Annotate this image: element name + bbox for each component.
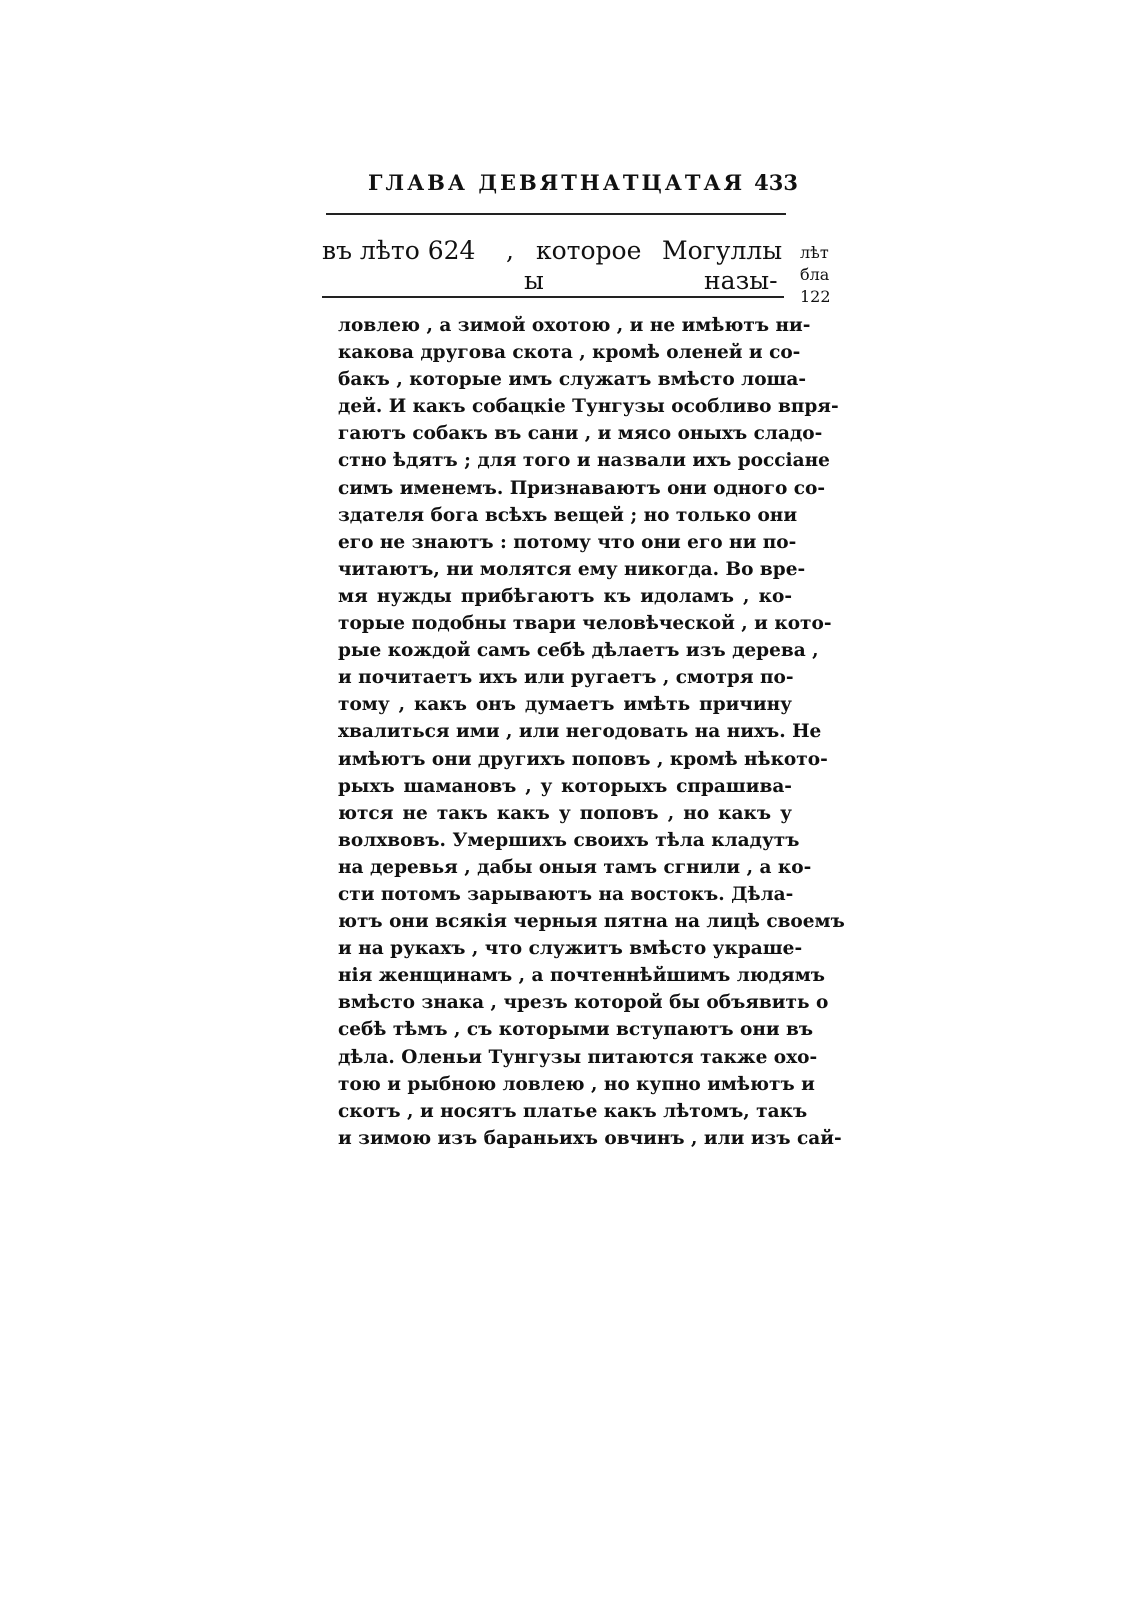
text-line: его не знаютъ : потому что они его ни по- bbox=[338, 531, 797, 553]
text-line: скотъ , и носятъ платье какъ лѣтомъ, такъ bbox=[338, 1100, 808, 1122]
text-line: здателя бога всѣхъ вещей ; но только они bbox=[338, 504, 798, 526]
text-line: нія женщинамъ , а почтеннѣйшимъ людямъ bbox=[338, 965, 825, 987]
text-line: ютъ они всякія черныя пятна на лицѣ своемъ bbox=[338, 911, 845, 933]
text-line: какова другова скота , кромѣ оленей и со- bbox=[338, 342, 801, 364]
text-line: ются не такъ какъ у поповъ , но какъ у bbox=[338, 802, 792, 824]
header-rule bbox=[326, 213, 786, 215]
heading-segment: которое bbox=[536, 236, 642, 265]
text-line: сти потомъ зарываютъ на востокъ. Дѣла- bbox=[338, 883, 794, 905]
heading-segment: въ лѣто 624 bbox=[322, 236, 476, 265]
text-line: рые кождой самъ себѣ дѣлаетъ изъ дерева , bbox=[338, 640, 819, 662]
heading-segment: , bbox=[506, 236, 514, 265]
page-number: 433 bbox=[754, 170, 798, 195]
text-line: тому , какъ онъ думаетъ имѣть причину bbox=[338, 694, 792, 716]
text-line: и почитаетъ ихъ или ругаетъ , смотря по- bbox=[338, 667, 794, 689]
running-head bbox=[368, 170, 798, 200]
text-line: гаютъ собакъ въ сани , и мясо оныхъ сладо- bbox=[338, 423, 823, 445]
text-line: читаютъ, ни молятся ему никогда. Во вре- bbox=[338, 558, 806, 580]
text-line: имѣютъ они другихъ поповъ , кромѣ нѣкото- bbox=[338, 748, 828, 770]
text-line: волхвовъ. Умершихъ своихъ тѣла кладутъ bbox=[338, 829, 800, 851]
heading-segment: ы bbox=[524, 266, 544, 295]
margin-note-line: 122 bbox=[800, 287, 831, 306]
text-line: и на рукахъ , что служитъ вмѣсто украше- bbox=[338, 938, 803, 960]
margin-note-line: бла bbox=[800, 265, 830, 284]
chapter-title: ГЛАВА ДЕВЯТНАТЦАТАЯ bbox=[368, 170, 746, 195]
text-line: и зимою изъ бараньихъ овчинъ , или изъ сай- bbox=[338, 1127, 842, 1149]
heading-segment: Могуллы bbox=[662, 236, 783, 265]
text-line: бакъ , которые имъ служатъ вмѣсто лоша- bbox=[338, 369, 807, 391]
text-line: симъ именемъ. Признаваютъ они одного со- bbox=[338, 477, 826, 499]
text-line: дѣла. Оленьи Тунгузы питаются также охо- bbox=[338, 1046, 818, 1068]
heading-rule bbox=[322, 296, 784, 298]
text-line: вмѣсто знака , чрезъ которой бы объявить о bbox=[338, 992, 829, 1014]
text-line: торые подобны твари человѣческой , и кото- bbox=[338, 613, 832, 635]
text-line: тою и рыбною ловлею , но купно имѣютъ и bbox=[338, 1073, 815, 1095]
text-line: мя нужды прибѣгаютъ къ идоламъ , ко- bbox=[338, 585, 792, 607]
text-line: рыхъ шамановъ , у которыхъ спрашива- bbox=[338, 775, 792, 797]
margin-note-line: лѣт bbox=[800, 243, 829, 262]
text-line: стно ѣдятъ ; для того и назвали ихъ россіане bbox=[338, 450, 830, 472]
text-line: себѣ тѣмъ , съ которыми вступаютъ они въ bbox=[338, 1019, 814, 1041]
text-line: ловлею , а зимой охотою , и не имѣютъ ни- bbox=[338, 315, 811, 336]
margin-note bbox=[800, 242, 840, 308]
body-text bbox=[338, 312, 845, 1152]
heading-segment: назы- bbox=[704, 266, 778, 295]
text-line: на деревья , дабы оныя тамъ сгнили , а ко- bbox=[338, 856, 812, 878]
text-line: хвалиться ими , или негодовать на нихъ. Не bbox=[338, 721, 822, 743]
text-line: дей. И какъ собацкіе Тунгузы особливо впря- bbox=[338, 396, 839, 418]
